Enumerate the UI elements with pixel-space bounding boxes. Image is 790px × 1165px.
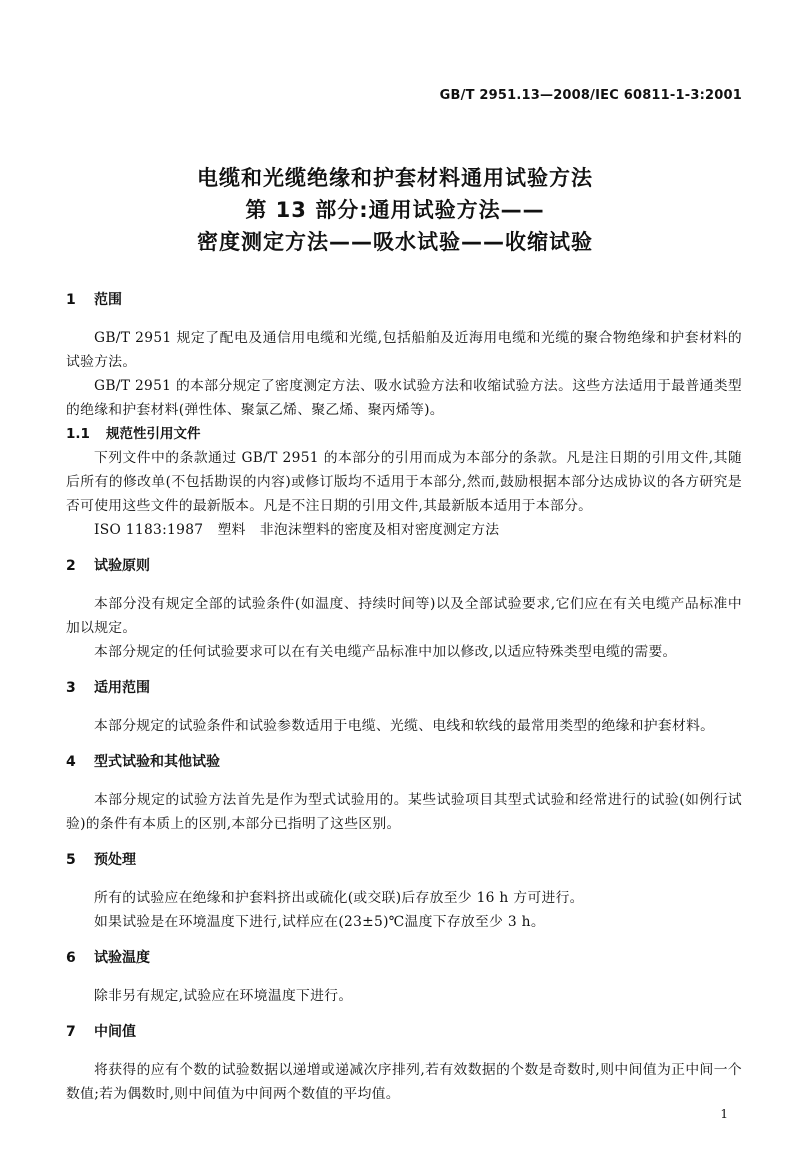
- paragraph: 除非另有规定,试验应在环境温度下进行。: [94, 988, 353, 1004]
- document-body: [66, 290, 742, 1106]
- section-heading-2: [66, 556, 742, 576]
- section-number: 7: [66, 1024, 76, 1040]
- title-line-3: 密度测定方法——吸水试验——收缩试验: [197, 230, 593, 254]
- paragraph: 本部分没有规定全部的试验条件(如温度、持续时间等)以及全部试验要求,它们应在有关电缆产品标准中加以规定。: [66, 596, 742, 636]
- section-title: 试验温度: [94, 950, 150, 966]
- paragraph: GB/T 2951 规定了配电及通信用电缆和光缆,包括船舶及近海用电缆和光缆的聚合物绝缘和护套材料的试验方法。: [66, 330, 742, 370]
- section-number: 4: [66, 754, 76, 770]
- section-title: 适用范围: [94, 680, 150, 696]
- paragraph: 本部分规定的任何试验要求可以在有关电缆产品标准中加以修改,以适应特殊类型电缆的需要。: [94, 644, 677, 660]
- section-heading-6: [66, 948, 742, 968]
- paragraph: GB/T 2951 的本部分规定了密度测定方法、吸水试验方法和收缩试验方法。这些方法适用于最普通类型的绝缘和护套材料(弹性体、聚氯乙烯、聚乙烯、聚丙烯等)。: [66, 378, 742, 418]
- document-title: [0, 162, 790, 258]
- standard-code: GB/T 2951.13—2008/IEC 60811-1-3:2001: [439, 88, 742, 103]
- section-title: 试验原则: [94, 558, 150, 574]
- section-heading-1-1: [66, 424, 742, 444]
- title-line-2: 第 13 部分:通用试验方法——: [245, 198, 545, 222]
- section-heading-3: [66, 678, 742, 698]
- section-heading-1: [66, 290, 742, 310]
- section-number: 2: [66, 558, 76, 574]
- paragraph: 本部分规定的试验条件和试验参数适用于电缆、光缆、电线和软线的最常用类型的绝缘和护套材料。: [94, 718, 715, 734]
- paragraph: 如果试验是在环境温度下进行,试样应在(23±5)℃温度下存放至少 3 h。: [94, 914, 545, 930]
- section-title: 型式试验和其他试验: [94, 754, 220, 770]
- reference-item: ISO 1183:1987 塑料 非泡沫塑料的密度及相对密度测定方法: [94, 522, 500, 538]
- section-number: 3: [66, 680, 76, 696]
- section-title: 预处理: [94, 852, 136, 868]
- page-number: 1: [720, 1107, 728, 1121]
- paragraph: 下列文件中的条款通过 GB/T 2951 的本部分的引用而成为本部分的条款。凡是注日期的引用文件,其随后所有的修改单(不包括勘误的内容)或修订版均不适用于本部分,然而,鼓励根据本部分达成协议的各方研究是否可使用这些文件的最新版本。凡是不注日期的引用文件,其最新版本适用于本部分。: [66, 450, 742, 514]
- section-heading-7: [66, 1022, 742, 1042]
- section-number: 6: [66, 950, 76, 966]
- section-number: 1.1: [66, 426, 90, 442]
- paragraph: 将获得的应有个数的试验数据以递增或递减次序排列,若有效数据的个数是奇数时,则中间值为正中间一个数值;若为偶数时,则中间值为中间两个数值的平均值。: [66, 1062, 742, 1102]
- title-line-1: 电缆和光缆绝缘和护套材料通用试验方法: [197, 166, 593, 190]
- paragraph: 本部分规定的试验方法首先是作为型式试验用的。某些试验项目其型式试验和经常进行的试验(如例行试验)的条件有本质上的区别,本部分已指明了这些区别。: [66, 792, 742, 832]
- section-title: 范围: [94, 292, 122, 308]
- section-title: 中间值: [94, 1024, 136, 1040]
- section-number: 1: [66, 292, 76, 308]
- section-heading-4: [66, 752, 742, 772]
- paragraph: 所有的试验应在绝缘和护套料挤出或硫化(或交联)后存放至少 16 h 方可进行。: [94, 890, 584, 906]
- section-number: 5: [66, 852, 76, 868]
- section-title: 规范性引用文件: [106, 426, 201, 442]
- section-heading-5: [66, 850, 742, 870]
